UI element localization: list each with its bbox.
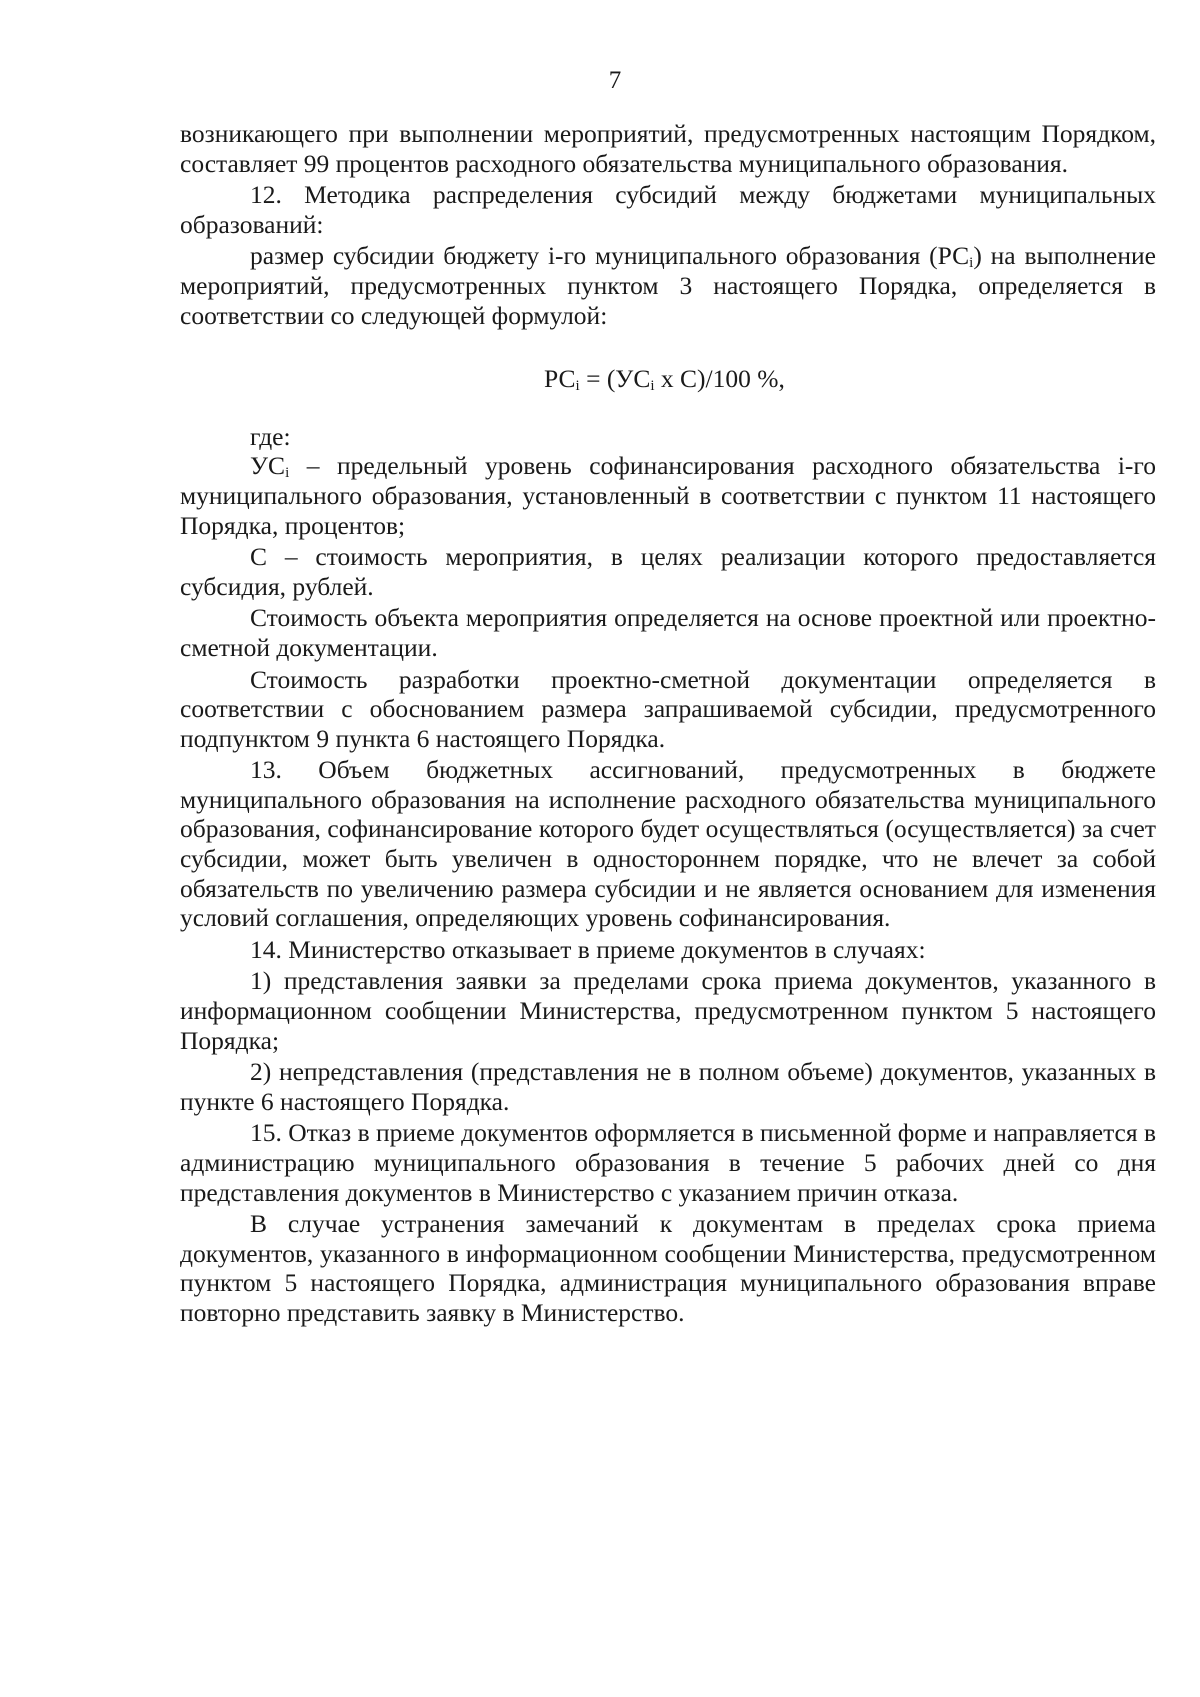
paragraph-14: 14. Министерство отказывает в приеме документов в случаях: [250, 934, 926, 964]
formula-lhs: РС [544, 364, 576, 394]
paragraph-final: В случае устранения замечаний к документам в пределах срока приема документов, указанного в информационном сообщении Министерства, предусмотренном пунктом 5 настоящего Порядка, администрация муниципального образования вправе повторно представить заявку в Министерство. [180, 1209, 1156, 1327]
document-body [180, 119, 1156, 1328]
formula-lhs-subscript: i [575, 378, 580, 395]
paragraph-14-item-1: 1) представления заявки за пределами срока приема документов, указанного в информационном сообщении Министерства, предусмотренном пунктом 5 настоящего Порядка; [180, 966, 1156, 1055]
page-number: 7 [608, 67, 622, 94]
paragraph-where: где: [250, 421, 291, 451]
definition-c: С – стоимость мероприятия, в целях реализации которого предоставляется субсидия, рублей. [180, 542, 1156, 601]
paragraph-subsidy-size-part-b: ) на выполнение мероприятий, предусмотренных пунктом 3 настоящего Порядка, определяется в соответствии со следующей формулой: [180, 241, 1156, 330]
paragraph-cost-development: Стоимость разработки проектно-сметной документации определяется в соответствии с обоснованием размера запрашиваемой субсидии, предусмотренного подпунктом 9 пункта 6 настоящего Порядка. [180, 664, 1156, 753]
paragraph-continuation: возникающего при выполнении мероприятий, предусмотренных настоящим Порядком, составляет 99 процентов расходного обязательства муниципального образования. [180, 119, 1156, 178]
subscript-i: i [969, 255, 974, 272]
paragraph-15: 15. Отказ в приеме документов оформляется в письменной форме и направляется в администрацию муниципального образования в течение 5 рабочих дней со дня представления документов в Министерство с указанием причин отказа. [180, 1118, 1156, 1207]
formula-mid-subscript: i [650, 378, 655, 395]
definition-usi-text: – предельный уровень софинансирования расходного обязательства i-го муниципального образования, установленный в соответствии с пунктом 11 настоящего Порядка, процентов; [180, 451, 1156, 540]
definition-usi-subscript: i [285, 465, 290, 482]
formula-rhs: х С)/100 %, [654, 364, 785, 394]
formula-mid: = (УС [579, 364, 651, 394]
paragraph-subsidy-size [180, 241, 1156, 330]
paragraph-13: 13. Объем бюджетных ассигнований, предусмотренных в бюджете муниципального образования на исполнение расходного обязательства муниципального образования, софинансирование которого будет осуществляться (осуществляется) за счет субсидии, может быть увеличен в одностороннем порядке, что не влечет за собой обязательств по увеличению размера субсидии и не является основанием для изменения условий соглашения, определяющих уровень софинансирования. [180, 755, 1156, 933]
paragraph-12-methodology: 12. Методика распределения субсидий между бюджетами муниципальных образований: [180, 180, 1156, 239]
paragraph-subsidy-size-part-a: размер субсидии бюджету i-го муниципального образования (РС [250, 241, 970, 271]
paragraph-14-item-2: 2) непредставления (представления не в полном объеме) документов, указанных в пункте 6 настоящего Порядка. [180, 1057, 1156, 1116]
definition-usi-term: УС [250, 451, 286, 481]
definition-usi [180, 451, 1156, 540]
formula [180, 364, 1156, 394]
paragraph-cost-object: Стоимость объекта мероприятия определяется на основе проектной или проектно-сметной документации. [180, 603, 1156, 662]
